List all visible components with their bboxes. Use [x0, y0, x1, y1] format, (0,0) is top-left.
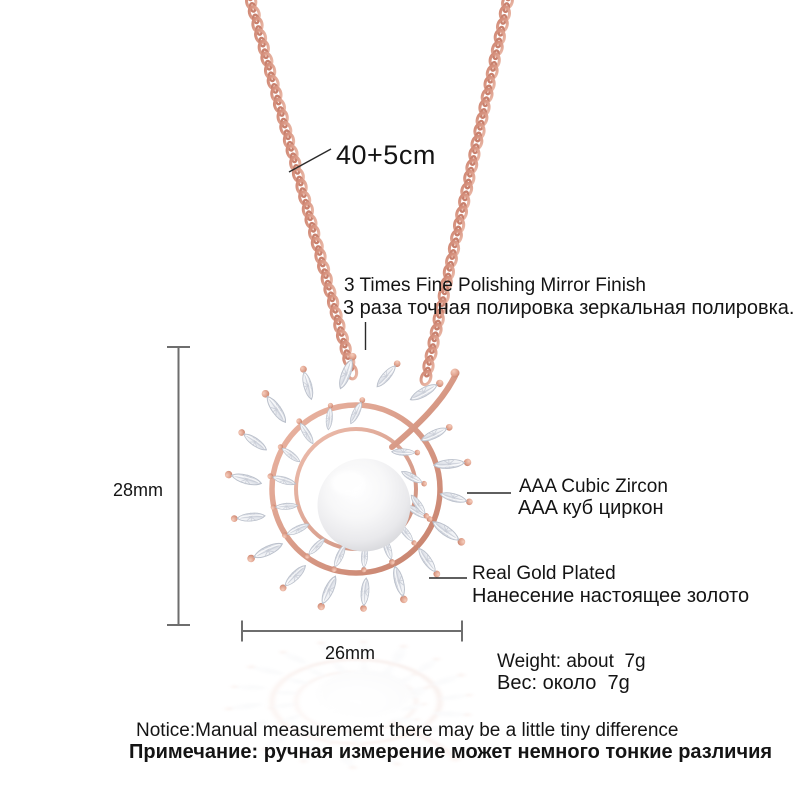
- chain-left-strand: [241, 0, 357, 379]
- weight-label-ru: Вес: около 7g: [497, 672, 630, 694]
- chain-right-strand: [419, 0, 515, 386]
- polish-label-en: 3 Times Fine Polishing Mirror Finish: [344, 275, 646, 296]
- weight-label-en: Weight: about 7g: [497, 651, 646, 672]
- height-label: 28mm: [113, 480, 164, 500]
- plating-label-ru: Нанесение настоящее золото: [472, 585, 750, 607]
- chain-length-label: 40+5cm: [336, 140, 436, 170]
- width-label: 26mm: [325, 643, 376, 663]
- pearl-highlight: [331, 471, 365, 495]
- polish-label-ru: 3 раза точная полировка зеркальная полировка.: [343, 297, 795, 319]
- zircon-label-ru: AAA куб циркон: [518, 497, 664, 519]
- notice-label-en: Notice:Manual measurememt there may be a little tiny difference: [136, 720, 679, 741]
- pearl: [318, 459, 411, 552]
- notice-label-ru: Примечание: ручная измерение может немного тонкие различия: [129, 741, 773, 763]
- zircon-label-en: AAA Cubic Zircon: [519, 476, 668, 497]
- plating-label-en: Real Gold Plated: [472, 563, 616, 584]
- pendant-wreath: [224, 351, 474, 612]
